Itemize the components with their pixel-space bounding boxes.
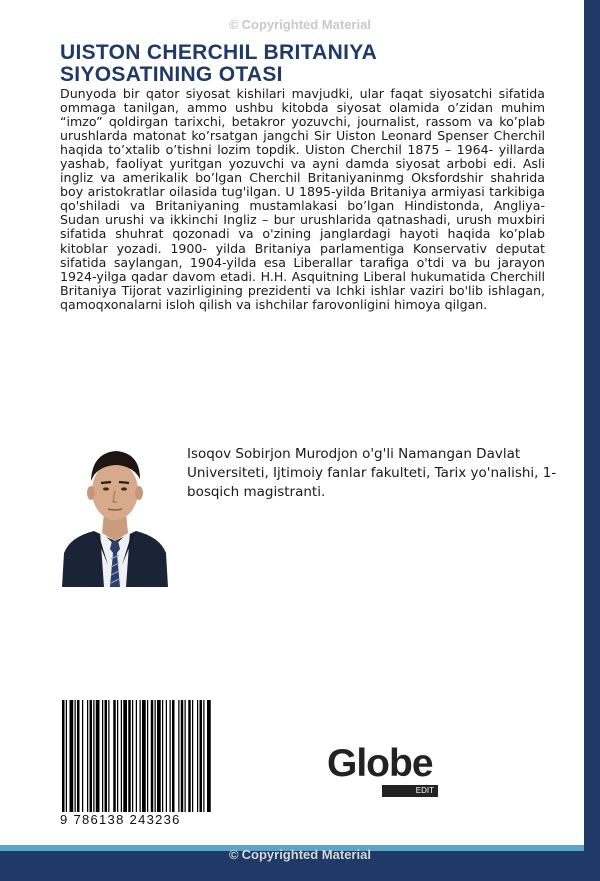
author-photo-image: [60, 441, 170, 587]
book-spine-edge: [584, 0, 600, 851]
book-title-line-1: UISTON CHERCHIL BRITANIYA: [60, 41, 378, 64]
publisher-logo-word: Globe: [327, 742, 433, 785]
book-blurb: Dunyoda bir qator siyosat kishilari mavjudki, ular faqat siyosatchi sifatida ommaga tanilgan, ammo ushbu kitobda siyosat olamida o’zidan muhim “imzo” qoldirgan tarixchi, betakror yozuvchi, journalist, rassom va ko’plab urushlarda matonat ko’rsatgan jangchi Sir Uiston Leonard Spenser Cherchil haqida to’xtalib o’tishni lozim topdik. Uiston Cherchil 1875 – 1964- yillarda yashab, faoliyat yuritgan yozuvchi va ayni damda siyosat arbobi edi. Asli ingliz va amerikalik bo’lgan Cherchil Britaniyaninmg Oksfordshir shahrida boy aristokratlar oilasida tug'ilgan. U 1895-yilda Britaniya armiyasi tarkibiga qo'shiladi va Britaniyaning mustamlakasi bo’lgan Hindistonda, Angliya-Sudan urushi va ikkinchi Ingliz – bur urushlarida qatnashadi, urush muxbiri sifatida shuhrat qozonadi va o'zining janglardagi hayoti haqida ko’plab kitoblar yozadi. 1900- yilda Britaniya parlamentiga Konservativ deputat sifatida saylangan, 1904-yilda esa Liberallar tarafiga o'tdi va bu jarayon 1924-yilga qadar davom etadi. H.H. Asquitning Liberal hukumatida Cherchill Britaniya Tijorat vazirligining prezidenti va Ichki ishlar vaziri bo'lib ishlagan, qamoqxonalarni isloh qilish va ishchilar farovonligini himoya qilgan.: [60, 86, 545, 312]
author-bio: Isoqov Sobirjon Murodjon o'g'li Namangan Davlat Universiteti, Ijtimoiy fanlar fakulteti, Tarix yo'nalishi, 1-bosqich magistranti.: [187, 446, 557, 500]
copyright-watermark-top: [0, 17, 600, 32]
copyright-symbol: ©: [229, 847, 239, 862]
copyright-symbol: ©: [229, 17, 239, 32]
publisher-logo: [327, 742, 442, 800]
isbn-number: 9 786138 243236: [60, 812, 181, 827]
book-title: [60, 42, 560, 86]
publisher-logo-edit: EDIT: [382, 785, 438, 797]
isbn-barcode: [60, 700, 265, 812]
copyright-text: Copyrighted Material: [241, 847, 371, 862]
copyright-text: Copyrighted Material: [241, 17, 371, 32]
book-title-line-2: SIYOSATINING OTASI: [60, 63, 283, 86]
author-portrait: [60, 441, 170, 587]
copyright-watermark-bottom: [0, 847, 600, 862]
